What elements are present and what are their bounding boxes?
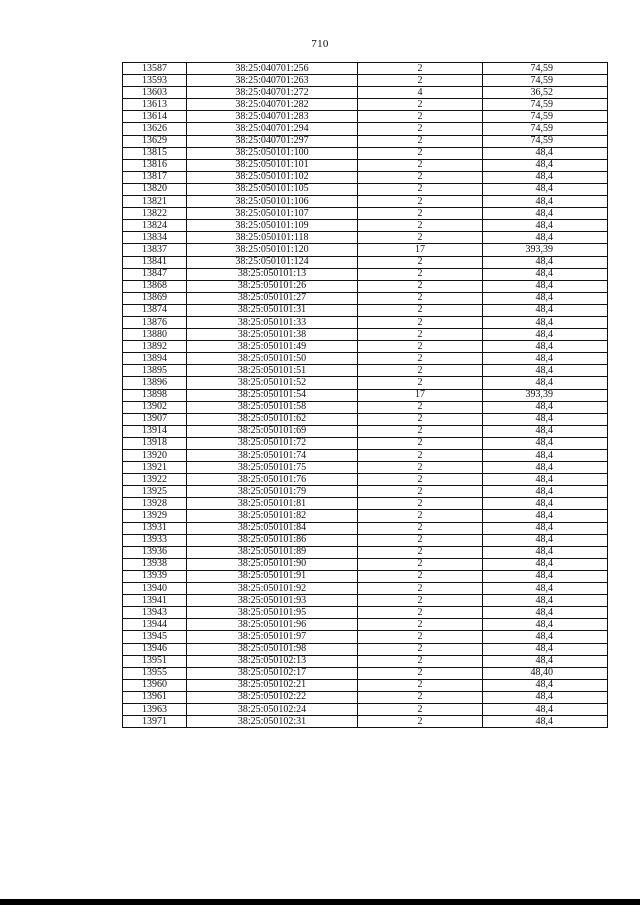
- row-number-cell: 13821: [123, 196, 187, 208]
- table-row: [123, 462, 608, 474]
- count-cell: 2: [358, 534, 483, 546]
- count-cell: 2: [358, 474, 483, 486]
- area-cell: 48,4: [483, 437, 608, 449]
- count-cell: 2: [358, 607, 483, 619]
- table-row: [123, 147, 608, 159]
- table-row: [123, 316, 608, 328]
- area-cell: 74,59: [483, 75, 608, 87]
- row-number-cell: 13824: [123, 220, 187, 232]
- row-number-cell: 13945: [123, 631, 187, 643]
- count-cell: 2: [358, 437, 483, 449]
- area-cell: 48,4: [483, 522, 608, 534]
- table-row: [123, 583, 608, 595]
- cadastral-number-cell: 38:25:040701:272: [187, 87, 358, 99]
- table-row: [123, 703, 608, 715]
- cadastral-number-cell: 38:25:050101:26: [187, 280, 358, 292]
- table-row: [123, 450, 608, 462]
- count-cell: 17: [358, 389, 483, 401]
- row-number-cell: 13629: [123, 135, 187, 147]
- count-cell: 2: [358, 377, 483, 389]
- area-cell: 393,39: [483, 389, 608, 401]
- count-cell: 2: [358, 183, 483, 195]
- row-number-cell: 13880: [123, 329, 187, 341]
- row-number-cell: 13955: [123, 667, 187, 679]
- area-cell: 48,4: [483, 510, 608, 522]
- row-number-cell: 13925: [123, 486, 187, 498]
- row-number-cell: 13914: [123, 425, 187, 437]
- area-cell: 48,4: [483, 546, 608, 558]
- cadastral-number-cell: 38:25:050101:106: [187, 196, 358, 208]
- count-cell: 2: [358, 655, 483, 667]
- count-cell: 2: [358, 208, 483, 220]
- area-cell: 48,4: [483, 474, 608, 486]
- row-number-cell: 13921: [123, 462, 187, 474]
- table-row: [123, 365, 608, 377]
- count-cell: 2: [358, 643, 483, 655]
- table-row: [123, 425, 608, 437]
- area-cell: 74,59: [483, 63, 608, 75]
- row-number-cell: 13960: [123, 679, 187, 691]
- row-number-cell: 13928: [123, 498, 187, 510]
- table-row: [123, 341, 608, 353]
- table-row: [123, 570, 608, 582]
- table-row: [123, 244, 608, 256]
- cadastral-number-cell: 38:25:050101:89: [187, 546, 358, 558]
- cadastral-number-cell: 38:25:040701:282: [187, 99, 358, 111]
- count-cell: 2: [358, 280, 483, 292]
- area-cell: 74,59: [483, 135, 608, 147]
- cadastral-number-cell: 38:25:050101:96: [187, 619, 358, 631]
- table-row: [123, 437, 608, 449]
- area-cell: 48,4: [483, 353, 608, 365]
- area-cell: 48,4: [483, 679, 608, 691]
- cadastral-number-cell: 38:25:050101:105: [187, 183, 358, 195]
- cadastral-number-cell: 38:25:050101:82: [187, 510, 358, 522]
- area-cell: 48,4: [483, 268, 608, 280]
- cadastral-number-cell: 38:25:050101:97: [187, 631, 358, 643]
- scan-bottom-edge: [0, 899, 640, 905]
- area-cell: 48,4: [483, 147, 608, 159]
- cadastral-number-cell: 38:25:040701:283: [187, 111, 358, 123]
- table-row: [123, 655, 608, 667]
- count-cell: 2: [358, 123, 483, 135]
- table-row: [123, 413, 608, 425]
- count-cell: 2: [358, 716, 483, 728]
- cadastral-number-cell: 38:25:050101:49: [187, 341, 358, 353]
- area-cell: 48,4: [483, 655, 608, 667]
- row-number-cell: 13613: [123, 99, 187, 111]
- area-cell: 48,4: [483, 377, 608, 389]
- row-number-cell: 13920: [123, 450, 187, 462]
- area-cell: 48,4: [483, 619, 608, 631]
- cadastral-number-cell: 38:25:050101:86: [187, 534, 358, 546]
- cadastral-number-cell: 38:25:050101:95: [187, 607, 358, 619]
- area-cell: 48,4: [483, 171, 608, 183]
- cadastral-number-cell: 38:25:050101:38: [187, 329, 358, 341]
- cadastral-number-cell: 38:25:050101:50: [187, 353, 358, 365]
- count-cell: 2: [358, 111, 483, 123]
- count-cell: 2: [358, 256, 483, 268]
- row-number-cell: 13933: [123, 534, 187, 546]
- cadastral-number-cell: 38:25:050101:27: [187, 292, 358, 304]
- count-cell: 2: [358, 667, 483, 679]
- table-row: [123, 183, 608, 195]
- row-number-cell: 13902: [123, 401, 187, 413]
- table-body: [123, 63, 608, 728]
- area-cell: 48,4: [483, 425, 608, 437]
- row-number-cell: 13941: [123, 595, 187, 607]
- cadastral-number-cell: 38:25:050101:51: [187, 365, 358, 377]
- area-cell: 48,4: [483, 292, 608, 304]
- cadastral-number-cell: 38:25:050101:107: [187, 208, 358, 220]
- count-cell: 2: [358, 329, 483, 341]
- cadastral-number-cell: 38:25:050101:90: [187, 558, 358, 570]
- table-row: [123, 667, 608, 679]
- count-cell: 2: [358, 583, 483, 595]
- area-cell: 48,4: [483, 595, 608, 607]
- count-cell: 2: [358, 631, 483, 643]
- row-number-cell: 13876: [123, 316, 187, 328]
- area-cell: 48,4: [483, 716, 608, 728]
- row-number-cell: 13922: [123, 474, 187, 486]
- table-row: [123, 353, 608, 365]
- count-cell: 2: [358, 99, 483, 111]
- cadastral-number-cell: 38:25:050101:76: [187, 474, 358, 486]
- cadastral-number-cell: 38:25:050101:101: [187, 159, 358, 171]
- row-number-cell: 13896: [123, 377, 187, 389]
- table-row: [123, 304, 608, 316]
- registry-table: [122, 62, 608, 728]
- count-cell: 2: [358, 171, 483, 183]
- area-cell: 393,39: [483, 244, 608, 256]
- table-row: [123, 171, 608, 183]
- cadastral-number-cell: 38:25:050101:79: [187, 486, 358, 498]
- cadastral-number-cell: 38:25:050101:72: [187, 437, 358, 449]
- table-row: [123, 196, 608, 208]
- row-number-cell: 13918: [123, 437, 187, 449]
- table-row: [123, 607, 608, 619]
- table-row: [123, 691, 608, 703]
- area-cell: 48,4: [483, 401, 608, 413]
- area-cell: 74,59: [483, 99, 608, 111]
- area-cell: 48,40: [483, 667, 608, 679]
- table-row: [123, 534, 608, 546]
- row-number-cell: 13907: [123, 413, 187, 425]
- row-number-cell: 13614: [123, 111, 187, 123]
- table-row: [123, 123, 608, 135]
- count-cell: 2: [358, 546, 483, 558]
- count-cell: 2: [358, 401, 483, 413]
- table-row: [123, 256, 608, 268]
- row-number-cell: 13940: [123, 583, 187, 595]
- cadastral-number-cell: 38:25:050101:92: [187, 583, 358, 595]
- cadastral-number-cell: 38:25:050101:120: [187, 244, 358, 256]
- count-cell: 2: [358, 220, 483, 232]
- count-cell: 2: [358, 75, 483, 87]
- table-row: [123, 389, 608, 401]
- cadastral-number-cell: 38:25:050101:124: [187, 256, 358, 268]
- table-row: [123, 268, 608, 280]
- table-row: [123, 135, 608, 147]
- count-cell: 2: [358, 595, 483, 607]
- table-row: [123, 510, 608, 522]
- table-row: [123, 329, 608, 341]
- cadastral-number-cell: 38:25:040701:294: [187, 123, 358, 135]
- table-row: [123, 595, 608, 607]
- table-row: [123, 220, 608, 232]
- table-row: [123, 111, 608, 123]
- count-cell: 2: [358, 522, 483, 534]
- count-cell: 2: [358, 196, 483, 208]
- cadastral-number-cell: 38:25:050102:24: [187, 703, 358, 715]
- table-row: [123, 401, 608, 413]
- row-number-cell: 13938: [123, 558, 187, 570]
- area-cell: 48,4: [483, 304, 608, 316]
- cadastral-number-cell: 38:25:040701:263: [187, 75, 358, 87]
- area-cell: 48,4: [483, 232, 608, 244]
- row-number-cell: 13603: [123, 87, 187, 99]
- area-cell: 48,4: [483, 196, 608, 208]
- table-row: [123, 546, 608, 558]
- row-number-cell: 13837: [123, 244, 187, 256]
- area-cell: 48,4: [483, 316, 608, 328]
- table-row: [123, 232, 608, 244]
- row-number-cell: 13815: [123, 147, 187, 159]
- row-number-cell: 13944: [123, 619, 187, 631]
- cadastral-number-cell: 38:25:050101:102: [187, 171, 358, 183]
- count-cell: 2: [358, 462, 483, 474]
- cadastral-number-cell: 38:25:040701:297: [187, 135, 358, 147]
- count-cell: 2: [358, 292, 483, 304]
- table-row: [123, 280, 608, 292]
- row-number-cell: 13898: [123, 389, 187, 401]
- count-cell: 2: [358, 510, 483, 522]
- row-number-cell: 13820: [123, 183, 187, 195]
- count-cell: 2: [358, 341, 483, 353]
- area-cell: 48,4: [483, 159, 608, 171]
- cadastral-number-cell: 38:25:050101:31: [187, 304, 358, 316]
- count-cell: 2: [358, 498, 483, 510]
- area-cell: 48,4: [483, 365, 608, 377]
- count-cell: 2: [358, 558, 483, 570]
- count-cell: 2: [358, 232, 483, 244]
- cadastral-number-cell: 38:25:050101:74: [187, 450, 358, 462]
- count-cell: 2: [358, 703, 483, 715]
- table-row: [123, 292, 608, 304]
- row-number-cell: 13841: [123, 256, 187, 268]
- row-number-cell: 13868: [123, 280, 187, 292]
- area-cell: 48,4: [483, 558, 608, 570]
- table-row: [123, 522, 608, 534]
- area-cell: 48,4: [483, 703, 608, 715]
- row-number-cell: 13971: [123, 716, 187, 728]
- cadastral-number-cell: 38:25:050101:93: [187, 595, 358, 607]
- table-row: [123, 558, 608, 570]
- count-cell: 2: [358, 147, 483, 159]
- row-number-cell: 13895: [123, 365, 187, 377]
- cadastral-number-cell: 38:25:050101:69: [187, 425, 358, 437]
- count-cell: 2: [358, 413, 483, 425]
- cadastral-number-cell: 38:25:050101:81: [187, 498, 358, 510]
- count-cell: 2: [358, 159, 483, 171]
- cadastral-number-cell: 38:25:050101:58: [187, 401, 358, 413]
- row-number-cell: 13847: [123, 268, 187, 280]
- area-cell: 48,4: [483, 498, 608, 510]
- area-cell: 36,52: [483, 87, 608, 99]
- cadastral-number-cell: 38:25:050101:62: [187, 413, 358, 425]
- table-row: [123, 63, 608, 75]
- cadastral-number-cell: 38:25:050101:33: [187, 316, 358, 328]
- cadastral-number-cell: 38:25:050101:118: [187, 232, 358, 244]
- cadastral-number-cell: 38:25:050101:54: [187, 389, 358, 401]
- count-cell: 2: [358, 486, 483, 498]
- table-row: [123, 643, 608, 655]
- row-number-cell: 13822: [123, 208, 187, 220]
- cadastral-number-cell: 38:25:040701:256: [187, 63, 358, 75]
- row-number-cell: 13943: [123, 607, 187, 619]
- row-number-cell: 13869: [123, 292, 187, 304]
- row-number-cell: 13593: [123, 75, 187, 87]
- row-number-cell: 13931: [123, 522, 187, 534]
- count-cell: 2: [358, 679, 483, 691]
- count-cell: 17: [358, 244, 483, 256]
- cadastral-number-cell: 38:25:050101:84: [187, 522, 358, 534]
- row-number-cell: 13892: [123, 341, 187, 353]
- count-cell: 2: [358, 353, 483, 365]
- row-number-cell: 13963: [123, 703, 187, 715]
- area-cell: 48,4: [483, 450, 608, 462]
- area-cell: 48,4: [483, 691, 608, 703]
- area-cell: 48,4: [483, 208, 608, 220]
- area-cell: 48,4: [483, 256, 608, 268]
- area-cell: 48,4: [483, 570, 608, 582]
- area-cell: 48,4: [483, 631, 608, 643]
- count-cell: 4: [358, 87, 483, 99]
- row-number-cell: 13894: [123, 353, 187, 365]
- area-cell: 74,59: [483, 123, 608, 135]
- count-cell: 2: [358, 316, 483, 328]
- row-number-cell: 13946: [123, 643, 187, 655]
- cadastral-number-cell: 38:25:050102:22: [187, 691, 358, 703]
- area-cell: 48,4: [483, 220, 608, 232]
- row-number-cell: 13587: [123, 63, 187, 75]
- cadastral-number-cell: 38:25:050102:17: [187, 667, 358, 679]
- cadastral-number-cell: 38:25:050102:31: [187, 716, 358, 728]
- area-cell: 48,4: [483, 534, 608, 546]
- count-cell: 2: [358, 135, 483, 147]
- table-row: [123, 208, 608, 220]
- row-number-cell: 13816: [123, 159, 187, 171]
- row-number-cell: 13961: [123, 691, 187, 703]
- row-number-cell: 13939: [123, 570, 187, 582]
- area-cell: 48,4: [483, 643, 608, 655]
- cadastral-number-cell: 38:25:050101:75: [187, 462, 358, 474]
- area-cell: 48,4: [483, 183, 608, 195]
- table-row: [123, 679, 608, 691]
- count-cell: 2: [358, 619, 483, 631]
- row-number-cell: 13936: [123, 546, 187, 558]
- row-number-cell: 13834: [123, 232, 187, 244]
- row-number-cell: 13951: [123, 655, 187, 667]
- count-cell: 2: [358, 304, 483, 316]
- area-cell: 48,4: [483, 462, 608, 474]
- table-row: [123, 631, 608, 643]
- row-number-cell: 13929: [123, 510, 187, 522]
- row-number-cell: 13626: [123, 123, 187, 135]
- table-row: [123, 474, 608, 486]
- table-row: [123, 716, 608, 728]
- count-cell: 2: [358, 450, 483, 462]
- table-row: [123, 87, 608, 99]
- area-cell: 48,4: [483, 329, 608, 341]
- count-cell: 2: [358, 63, 483, 75]
- count-cell: 2: [358, 570, 483, 582]
- table-row: [123, 498, 608, 510]
- cadastral-number-cell: 38:25:050101:13: [187, 268, 358, 280]
- table-row: [123, 486, 608, 498]
- area-cell: 74,59: [483, 111, 608, 123]
- area-cell: 48,4: [483, 486, 608, 498]
- page-number: 710: [311, 38, 329, 50]
- cadastral-number-cell: 38:25:050101:52: [187, 377, 358, 389]
- cadastral-number-cell: 38:25:050101:91: [187, 570, 358, 582]
- count-cell: 2: [358, 365, 483, 377]
- area-cell: 48,4: [483, 341, 608, 353]
- area-cell: 48,4: [483, 607, 608, 619]
- cadastral-number-cell: 38:25:050102:21: [187, 679, 358, 691]
- area-cell: 48,4: [483, 583, 608, 595]
- cadastral-number-cell: 38:25:050101:109: [187, 220, 358, 232]
- table-row: [123, 99, 608, 111]
- cadastral-number-cell: 38:25:050101:100: [187, 147, 358, 159]
- table-row: [123, 75, 608, 87]
- count-cell: 2: [358, 268, 483, 280]
- count-cell: 2: [358, 691, 483, 703]
- row-number-cell: 13817: [123, 171, 187, 183]
- row-number-cell: 13874: [123, 304, 187, 316]
- table-row: [123, 159, 608, 171]
- table-row: [123, 377, 608, 389]
- cadastral-number-cell: 38:25:050101:98: [187, 643, 358, 655]
- table-row: [123, 619, 608, 631]
- count-cell: 2: [358, 425, 483, 437]
- cadastral-number-cell: 38:25:050102:13: [187, 655, 358, 667]
- area-cell: 48,4: [483, 413, 608, 425]
- area-cell: 48,4: [483, 280, 608, 292]
